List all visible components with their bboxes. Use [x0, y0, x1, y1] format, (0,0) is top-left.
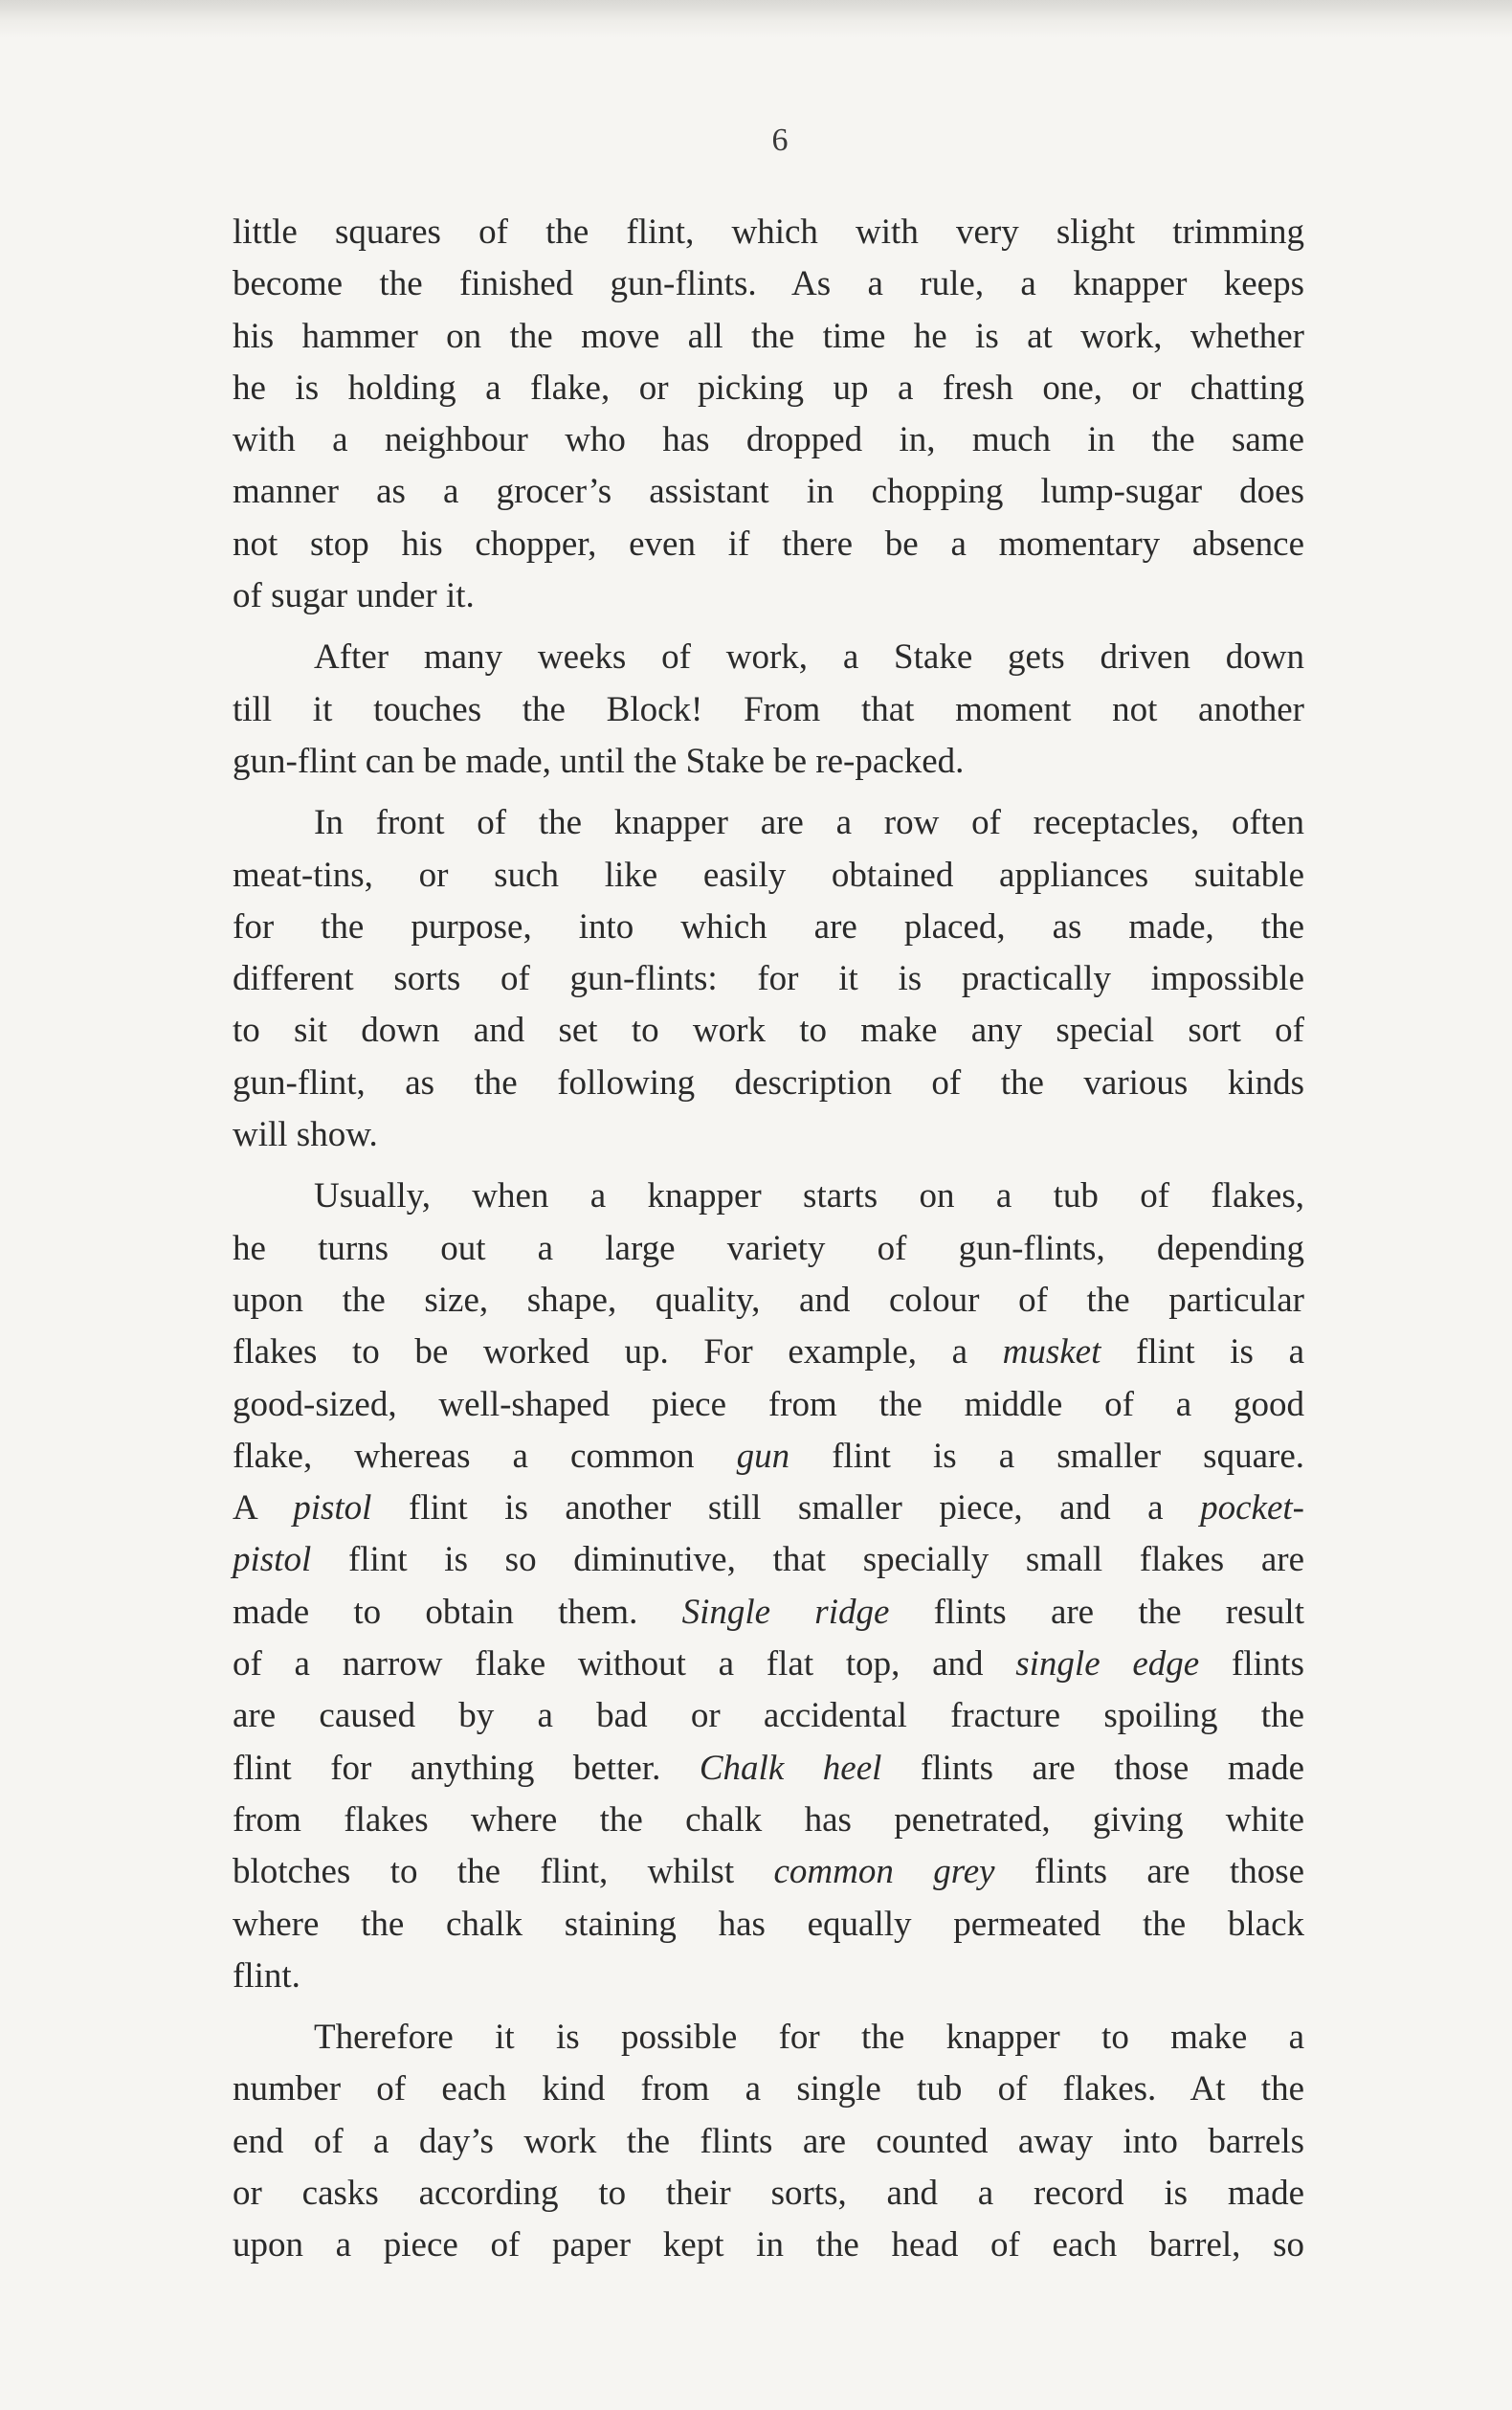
text-line: flake, whereas a common gun flint is a smaller square.	[233, 1436, 1304, 1476]
text-line: blotches to the flint, whilst common grey flints are those	[233, 1852, 1305, 1892]
text-line: flakes to be worked up. For example, a musket flint is a	[233, 1332, 1304, 1372]
text-line: flint for anything better. Chalk heel flints are those made	[233, 1748, 1304, 1788]
text-line: for the purpose, into which are placed, as made, the	[233, 906, 1304, 947]
text-line: or casks according to their sorts, and a record is made	[233, 2173, 1304, 2213]
text-line: of sugar under it.	[233, 576, 475, 616]
text-line: become the finished gun-flints. As a rule, a knapper keeps	[233, 264, 1304, 304]
page-edge-shadow	[0, 0, 1512, 38]
text-line: flint.	[233, 1955, 300, 1996]
text-line: from flakes where the chalk has penetrated, giving white	[233, 1799, 1304, 1840]
text-line: manner as a grocer’s assistant in chopping lump-sugar does	[233, 472, 1304, 512]
text-line: upon a piece of paper kept in the head of each barrel, so	[233, 2225, 1304, 2265]
paragraph	[233, 1171, 1304, 2002]
text-line: will show.	[233, 1115, 378, 1155]
text-line: gun-flint, as the following description of the various kinds	[233, 1062, 1304, 1103]
text-line: Usually, when a knapper starts on a tub of flakes,	[314, 1176, 1304, 1216]
text-line: where the chalk staining has equally permeated the black	[233, 1904, 1304, 1944]
text-line: end of a day’s work the flints are counted away into barrels	[233, 2121, 1304, 2161]
text-line: till it touches the Block! From that moment not another	[233, 689, 1304, 729]
text-line: made to obtain them. Single ridge flints are the result	[233, 1592, 1304, 1632]
text-line: In front of the knapper are a row of receptacles, often	[314, 803, 1304, 843]
text-line: number of each kind from a single tub of flakes. At the	[233, 2069, 1304, 2109]
body-text	[233, 207, 1304, 2272]
text-line: to sit down and set to work to make any special sort of	[233, 1011, 1304, 1051]
paragraph	[233, 2012, 1304, 2271]
text-line: good-sized, well-shaped piece from the middle of a good	[233, 1384, 1304, 1424]
text-line: not stop his chopper, even if there be a momentary absence	[233, 524, 1304, 564]
text-line: he turns out a large variety of gun-flints, depending	[233, 1228, 1304, 1268]
text-line: are caused by a bad or accidental fracture spoiling the	[233, 1696, 1304, 1736]
text-line: gun-flint can be made, until the Stake be re-packed.	[233, 741, 965, 781]
text-line: upon the size, shape, quality, and colour of the particular	[233, 1280, 1304, 1320]
text-line: different sorts of gun-flints: for it is practically impossible	[233, 959, 1304, 999]
text-line: with a neighbour who has dropped in, much in the same	[233, 420, 1304, 460]
text-line: A pistol flint is another still smaller piece, and a pocket-	[233, 1488, 1304, 1529]
text-line: little squares of the flint, which with very slight trimming	[233, 212, 1304, 252]
paragraph	[233, 207, 1304, 622]
text-line: After many weeks of work, a Stake gets driven down	[314, 637, 1304, 678]
text-line: pistol flint is so diminutive, that specially small flakes are	[233, 1540, 1304, 1580]
text-line: meat-tins, or such like easily obtained appliances suitable	[233, 855, 1304, 895]
page-number: 6	[771, 123, 789, 158]
text-line: of a narrow flake without a flat top, and single edge flints	[233, 1644, 1304, 1685]
text-line: Therefore it is possible for the knapper to make a	[314, 2018, 1304, 2058]
text-line: he is holding a flake, or picking up a fresh one, or chatting	[233, 368, 1304, 408]
text-line: his hammer on the move all the time he is at work, whether	[233, 316, 1304, 356]
paragraph	[233, 632, 1304, 788]
paragraph	[233, 797, 1304, 1161]
